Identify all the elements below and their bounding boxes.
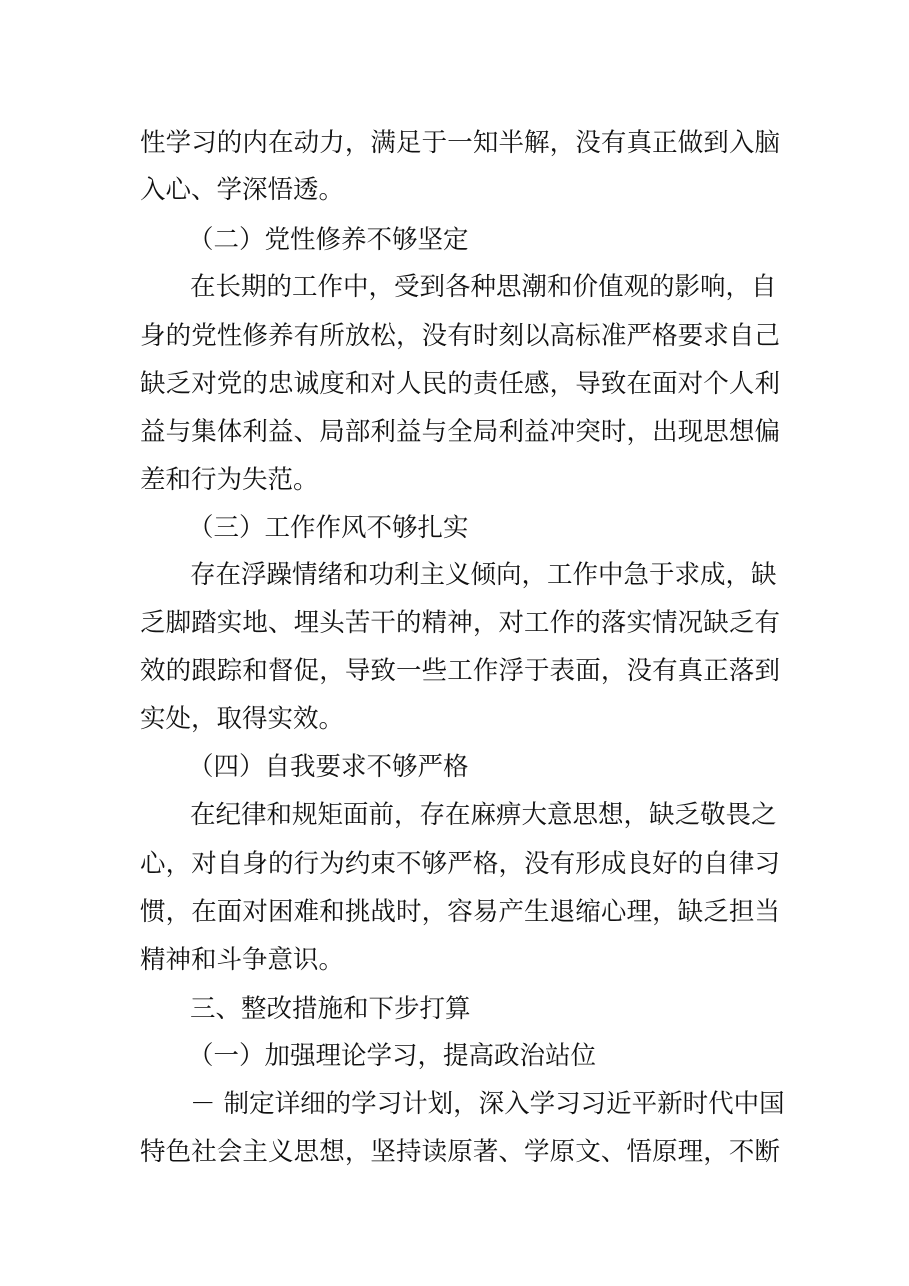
chapter-heading: 三、整改措施和下步打算: [190, 994, 471, 1024]
paragraph-line: 性学习的内在动力，满足于一知半解，没有真正做到入脑: [140, 128, 780, 158]
paragraph-line: 乏脚踏实地、埋头苦干的精神，对工作的落实情况缺乏有: [140, 608, 780, 638]
paragraph-line: 存在浮躁情绪和功利主义倾向，工作中急于求成，缺: [190, 560, 777, 590]
paragraph-line: 入心、学深悟透。: [140, 175, 345, 205]
paragraph-line: 在长期的工作中，受到各种思潮和价值观的影响，自: [190, 272, 777, 302]
paragraph-line: 益与集体利益、局部利益与全局利益冲突时，出现思想偏: [140, 417, 780, 447]
paragraph-line: 心，对自身的行为约束不够严格，没有形成良好的自律习: [140, 849, 780, 879]
paragraph-line: 特色社会主义思想，坚持读原著、学原文、悟原理，不断: [140, 1137, 780, 1167]
section-heading-1: （一）加强理论学习，提高政治站位: [188, 1041, 597, 1071]
section-heading-3: （三）工作作风不够扎实: [188, 513, 469, 543]
paragraph-line: 惯，在面对困难和挑战时，容易产生退缩心理，缺乏担当: [140, 897, 780, 927]
section-heading-2: （二）党性修养不够坚定: [188, 225, 469, 255]
paragraph-line: 差和行为失范。: [140, 465, 319, 495]
list-item-line: － 制定详细的学习计划，深入学习习近平新时代中国: [190, 1089, 785, 1119]
paragraph-line: 效的跟踪和督促，导致一些工作浮于表面，没有真正落到: [140, 656, 780, 686]
paragraph-line: 在纪律和规矩面前，存在麻痹大意思想，缺乏敬畏之: [190, 800, 777, 830]
paragraph-line: 身的党性修养有所放松，没有时刻以高标准严格要求自己: [140, 321, 780, 351]
paragraph-line: 实处，取得实效。: [140, 704, 345, 734]
paragraph-line: 精神和斗争意识。: [140, 945, 345, 975]
paragraph-line: 缺乏对党的忠诚度和对人民的责任感，导致在面对个人利: [140, 369, 780, 399]
section-heading-4: （四）自我要求不够严格: [188, 752, 469, 782]
